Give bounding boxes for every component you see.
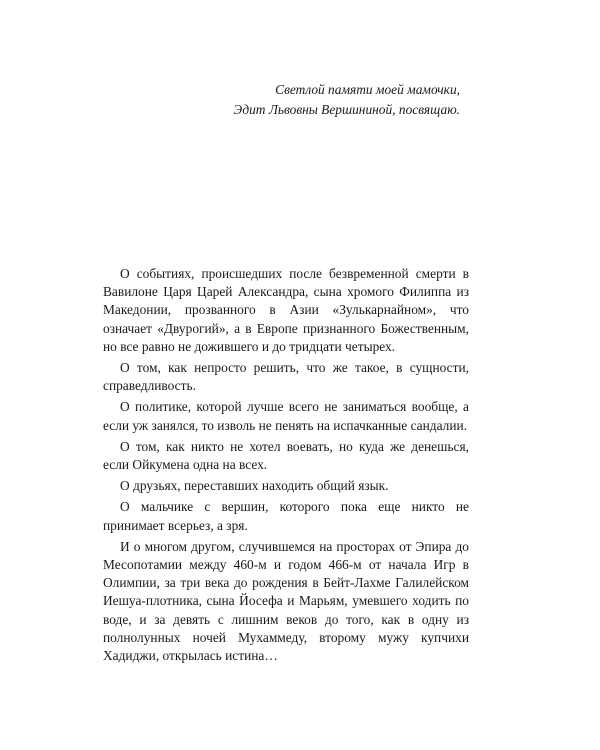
paragraph: О политике, которой лучше всего не заниматься вообще, а если уж занялся, то изволь не пенять на испачканные сандалии. (103, 399, 469, 433)
paragraph: О мальчике с вершин, которого пока еще никто не принимает всерьез, а зря. (103, 499, 469, 533)
paragraph: И о многом другом, случившемся на просторах от Эпира до Месопотамии между 460-м и годом 466-м от начала Игр в Олимпии, за три века до рождения в Бейт-Лахме Галилейском Иешуа-плотника, сына Йосефа и Марьям, умевшего ходить по воде, и за девять с лишним веков до того, как в одну из полнолунных ночей Мухаммеду, второму мужу купчихи Хадиджи, открылась истина… (103, 538, 469, 664)
dedication-line-1: Светлой памяти моей мамочки, (275, 82, 460, 97)
paragraph: О друзьях, переставших находить общий язык. (120, 478, 389, 494)
paragraph: О том, как непросто решить, что же такое, в сущности, справедливость. (103, 360, 469, 394)
dedication (140, 80, 460, 120)
paragraph: О событиях, происшедших после безвременной смерти в Вавилоне Царя Царей Александра, сына хромого Филиппа из Македонии, прозванного в Азии «Зулькарнайном», что означает «Двурогий», а в Европе признанного Божественным, но все равно не дожившего и до тридцати четырех. (103, 266, 469, 354)
paragraph: О том, как никто не хотел воевать, но куда же денешься, если Ойкумена одна на всех. (103, 438, 469, 473)
body-text (103, 265, 469, 668)
dedication-line-2: Эдит Львовны Вершининой, посвящаю. (233, 102, 460, 117)
